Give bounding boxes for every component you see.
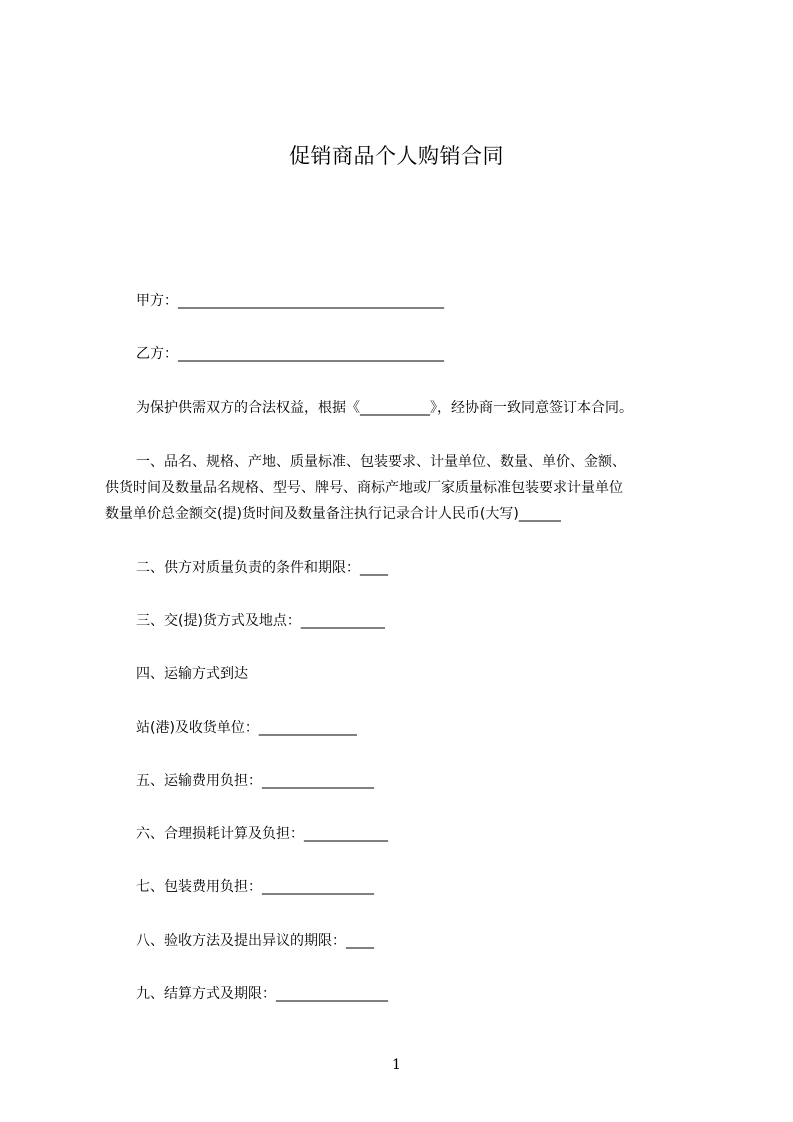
clause-1-line-2: 供货时间及数量品名规格、型号、牌号、商标产地或厂家质量标准包装要求计量单位 <box>105 480 623 496</box>
clause-5: 五、运输费用负担：________________ <box>136 773 374 789</box>
clause-1-line-3: 数量单价总金额交(提)货时间及数量备注执行记录合计人民币(大写)______ <box>105 506 561 522</box>
page-number: 1 <box>392 1057 401 1073</box>
clause-3: 三、交(提)货方式及地点：____________ <box>136 613 385 629</box>
clause-2: 二、供方对质量负责的条件和期限：____ <box>136 560 388 576</box>
clause-4: 四、运输方式到达 <box>136 666 248 682</box>
clause-7: 七、包装费用负担：________________ <box>136 879 374 895</box>
clause-4-continuation: 站(港)及收货单位：______________ <box>136 720 357 736</box>
intro-paragraph: 为保护供需双方的合法权益，根据《__________》，经协商一致同意签订本合同。 <box>136 400 633 416</box>
clause-6: 六、合理损耗计算及负担：____________ <box>136 826 388 842</box>
document-title: 促销商品个人购销合同 <box>289 144 504 168</box>
party-a-line: 甲方：______________________________________ <box>136 293 444 309</box>
party-b-line: 乙方：______________________________________ <box>136 346 444 362</box>
clause-9: 九、结算方式及期限：________________ <box>136 986 388 1002</box>
clause-1-paragraph <box>105 449 705 527</box>
clause-1-line-1: 一、品名、规格、产地、质量标准、包装要求、计量单位、数量、单价、金额、 <box>136 454 626 470</box>
clause-8: 八、验收方法及提出异议的期限：____ <box>136 933 374 949</box>
